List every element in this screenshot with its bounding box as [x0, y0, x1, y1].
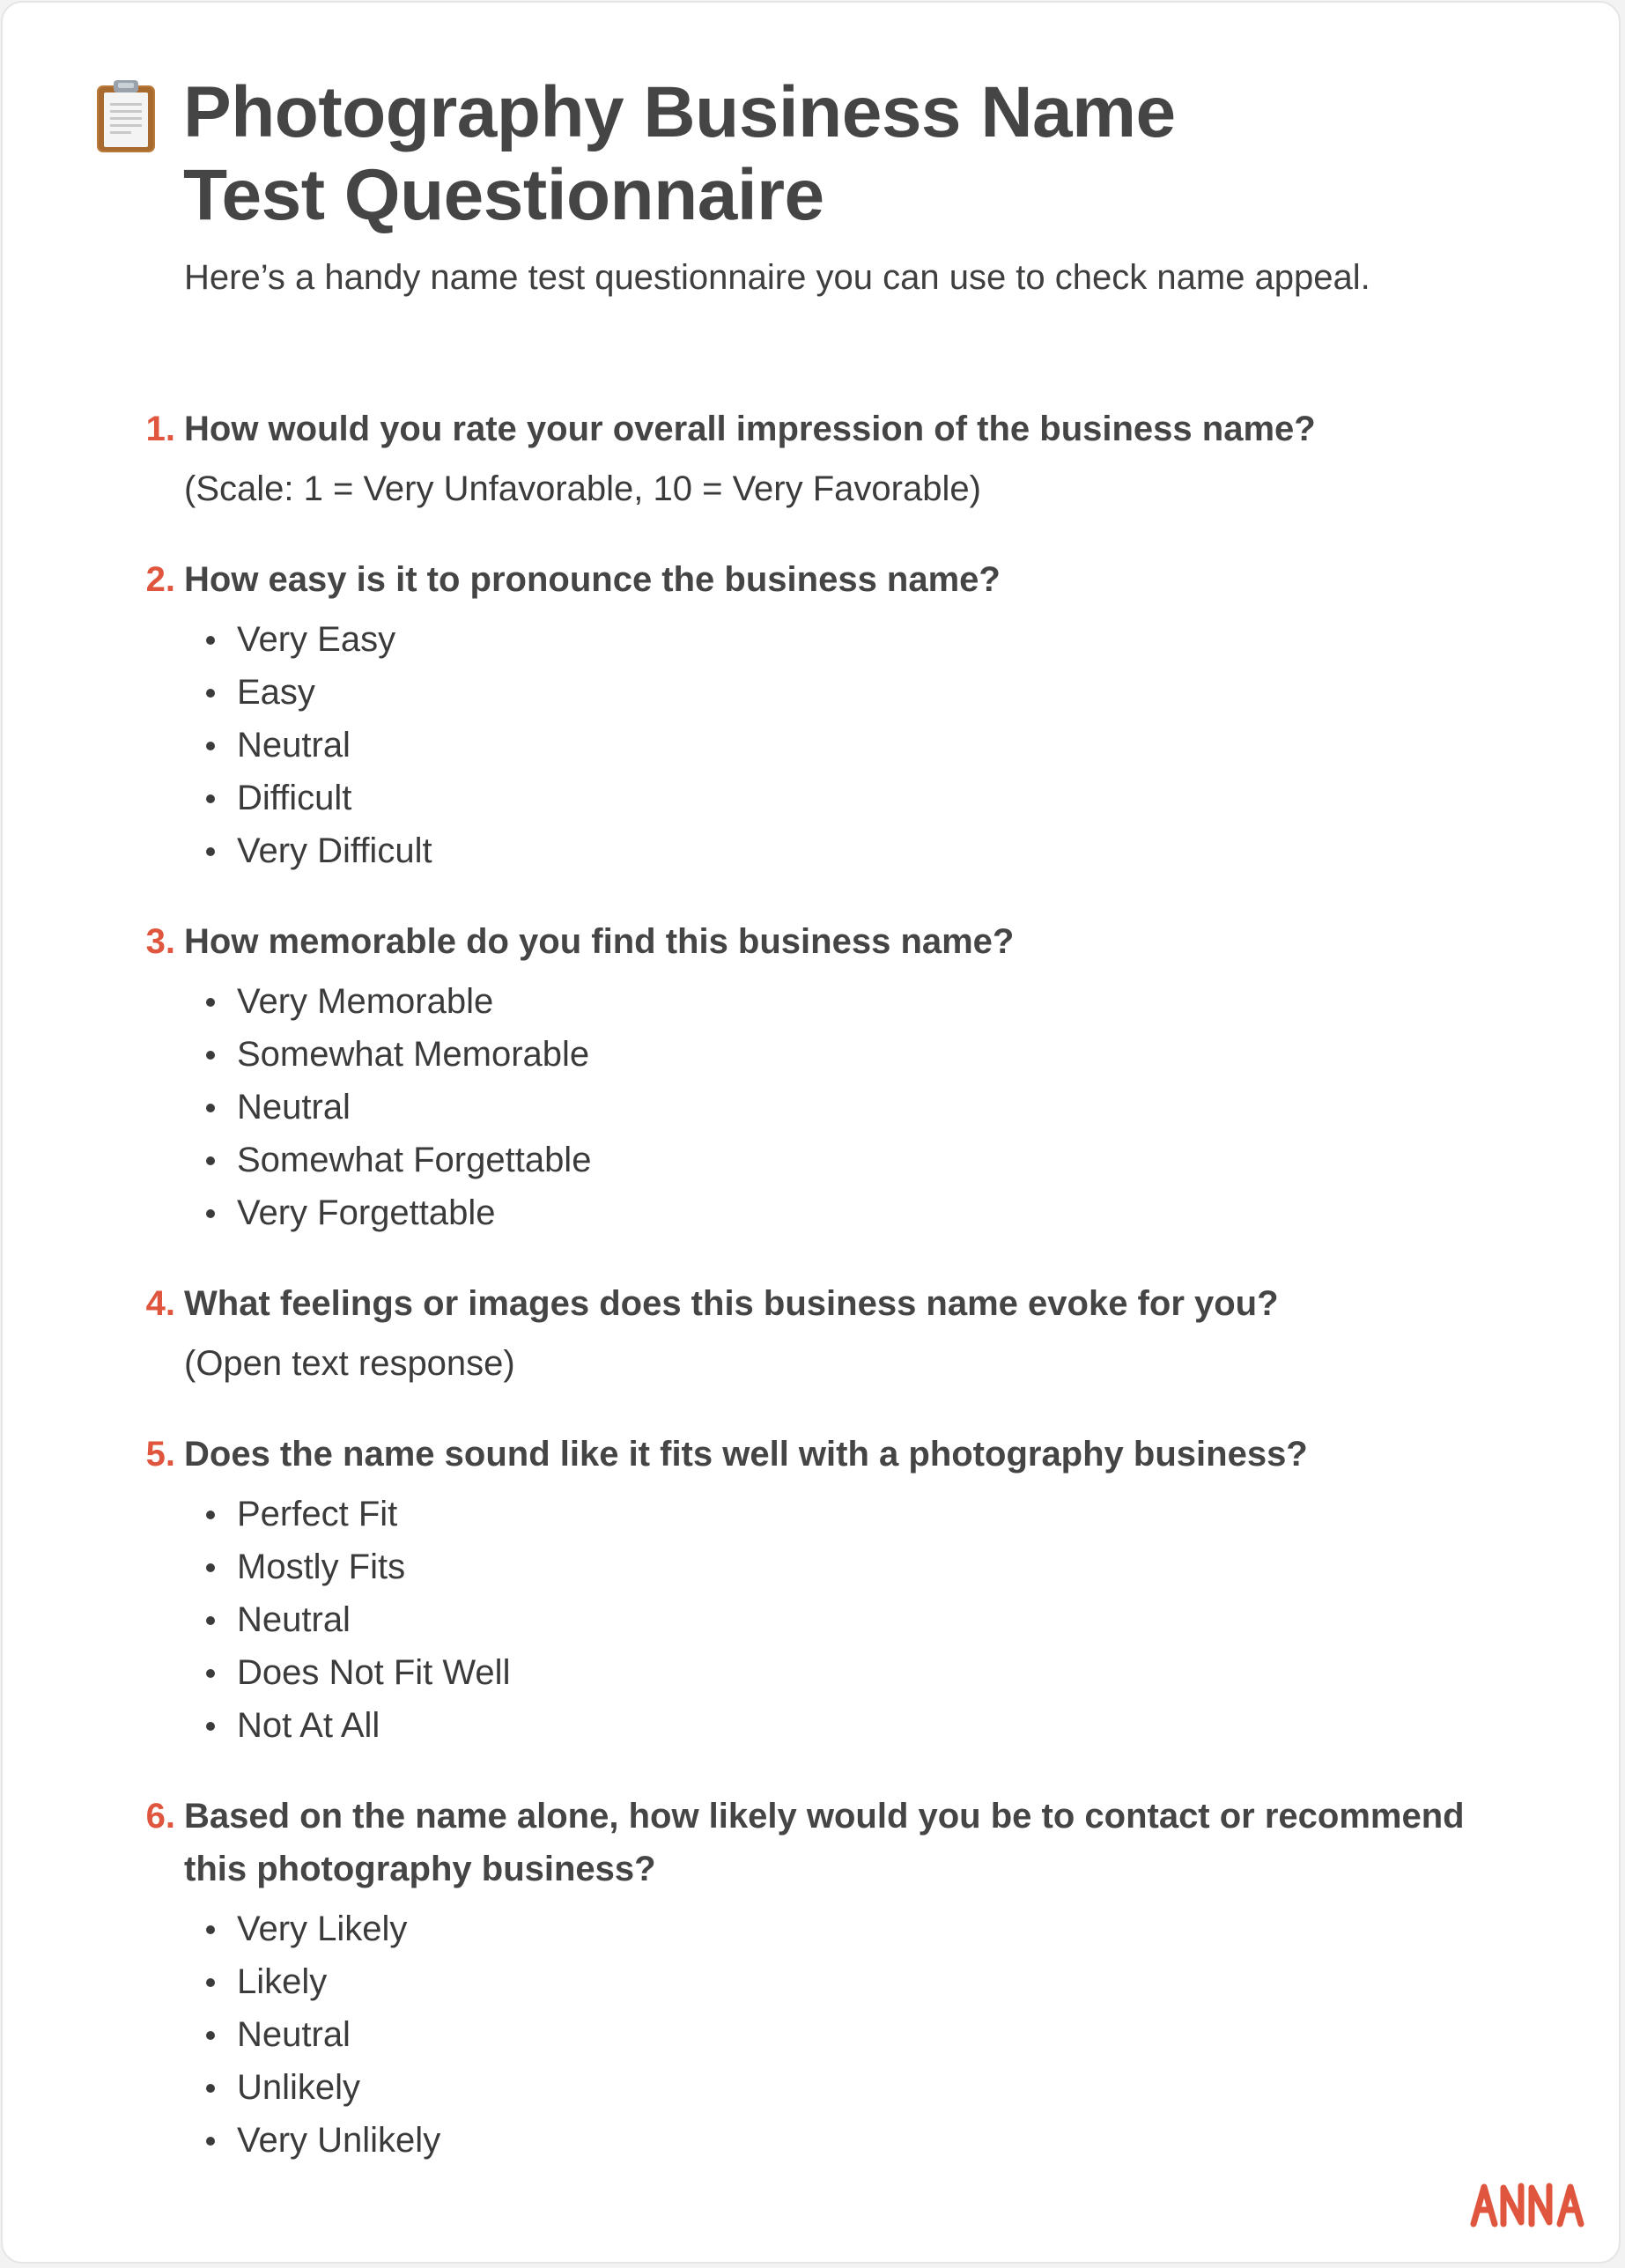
question-number: 2.: [145, 560, 175, 599]
option-label: Somewhat Memorable: [237, 1035, 590, 1074]
question-1: [3, 403, 1625, 515]
question-4: [3, 1277, 1625, 1390]
answer-option: [3, 824, 1625, 877]
option-label: Neutral: [237, 1088, 351, 1127]
clipboard-icon: [94, 78, 158, 154]
question-text: Does the name sound like it fits well with a photography business?: [184, 1435, 1308, 1474]
option-label: Does Not Fit Well: [237, 1653, 511, 1692]
option-label: Unlikely: [237, 2068, 361, 2107]
question-text: How easy is it to pronounce the business name?: [184, 560, 1001, 599]
bullet-icon: [206, 847, 215, 856]
bullet-icon: [206, 1051, 215, 1060]
answer-option: [3, 1028, 1625, 1081]
answer-option: [3, 1699, 1625, 1752]
question-number: 1.: [145, 410, 175, 448]
question-6: [3, 1790, 1625, 2167]
option-label: Likely: [237, 1962, 328, 2001]
option-label: Very Likely: [237, 1910, 408, 1948]
answer-option: [3, 613, 1625, 666]
bullet-icon: [206, 1722, 215, 1731]
bullet-icon: [206, 1616, 215, 1625]
option-label: Easy: [237, 673, 315, 712]
answer-option: [3, 2008, 1625, 2061]
bullet-icon: [206, 1563, 215, 1572]
bullet-icon: [206, 1925, 215, 1934]
question-5: [3, 1428, 1625, 1752]
question-list: [3, 403, 1625, 2167]
option-label: Somewhat Forgettable: [237, 1141, 592, 1179]
answer-option: [3, 1593, 1625, 1646]
answer-option: [3, 1134, 1625, 1186]
option-label: Very Difficult: [237, 831, 432, 870]
option-label: Difficult: [237, 779, 352, 817]
question-2: [3, 553, 1625, 877]
answer-option: [3, 772, 1625, 824]
bullet-icon: [206, 742, 215, 750]
question-text: What feelings or images does this business name evoke for you?: [184, 1284, 1279, 1323]
option-label: Neutral: [237, 2015, 351, 2054]
question-text: How memorable do you find this business name?: [184, 922, 1015, 961]
bullet-icon: [206, 636, 215, 645]
option-label: Neutral: [237, 726, 351, 765]
bullet-icon: [206, 1511, 215, 1519]
bullet-icon: [206, 1669, 215, 1678]
question-number: 3.: [145, 922, 175, 961]
spacer: [3, 515, 1625, 553]
bullet-icon: [206, 794, 215, 803]
page-title: Photography Business Name Test Questionnaire: [183, 72, 1176, 235]
answer-option: [3, 2114, 1625, 2167]
option-label: Perfect Fit: [237, 1495, 398, 1533]
questionnaire-card: [1, 1, 1621, 2264]
answer-option: [3, 666, 1625, 719]
option-label: Mostly Fits: [237, 1548, 406, 1586]
question-text: Based on the name alone, how likely would you be to contact or recommend this photography business?: [184, 1797, 1465, 1888]
answer-option: [3, 975, 1625, 1028]
bullet-icon: [206, 1209, 215, 1218]
spacer: [3, 1390, 1625, 1428]
bullet-icon: [206, 1978, 215, 1987]
answer-option: [3, 719, 1625, 772]
question-note: (Scale: 1 = Very Unfavorable, 10 = Very Favorable): [184, 469, 981, 508]
bullet-icon: [206, 689, 215, 698]
question-note: (Open text response): [184, 1344, 515, 1383]
bullet-icon: [206, 2084, 215, 2093]
option-label: Very Easy: [237, 620, 396, 659]
question-text: How would you rate your overall impression of the business name?: [184, 410, 1316, 448]
answer-option: [3, 1646, 1625, 1699]
answer-option: [3, 1081, 1625, 1134]
question-number: 5.: [145, 1435, 175, 1474]
spacer: [3, 877, 1625, 915]
answer-option: [3, 2061, 1625, 2114]
spacer: [3, 1752, 1625, 1790]
option-label: Very Unlikely: [237, 2121, 441, 2160]
option-list: [3, 613, 1625, 877]
option-label: Very Forgettable: [237, 1193, 496, 1232]
bullet-icon: [206, 2031, 215, 2040]
spacer: [3, 1239, 1625, 1277]
bullet-icon: [206, 1156, 215, 1165]
option-label: Neutral: [237, 1600, 351, 1639]
bullet-icon: [206, 1104, 215, 1112]
option-list: [3, 1488, 1625, 1752]
bullet-icon: [206, 998, 215, 1007]
answer-option: [3, 1488, 1625, 1540]
answer-option: [3, 1902, 1625, 1955]
option-list: [3, 1902, 1625, 2167]
question-number: 6.: [145, 1797, 175, 1836]
option-label: Not At All: [237, 1706, 380, 1745]
option-label: Very Memorable: [237, 982, 494, 1021]
question-3: [3, 915, 1625, 1239]
answer-option: [3, 1186, 1625, 1239]
option-list: [3, 975, 1625, 1239]
question-number: 4.: [145, 1284, 175, 1323]
page-subtitle: Here’s a handy name test questionnaire you can use to check name appeal.: [184, 258, 1370, 297]
answer-option: [3, 1540, 1625, 1593]
bullet-icon: [206, 2137, 215, 2146]
anna-logo: [1468, 2178, 1592, 2231]
answer-option: [3, 1955, 1625, 2008]
